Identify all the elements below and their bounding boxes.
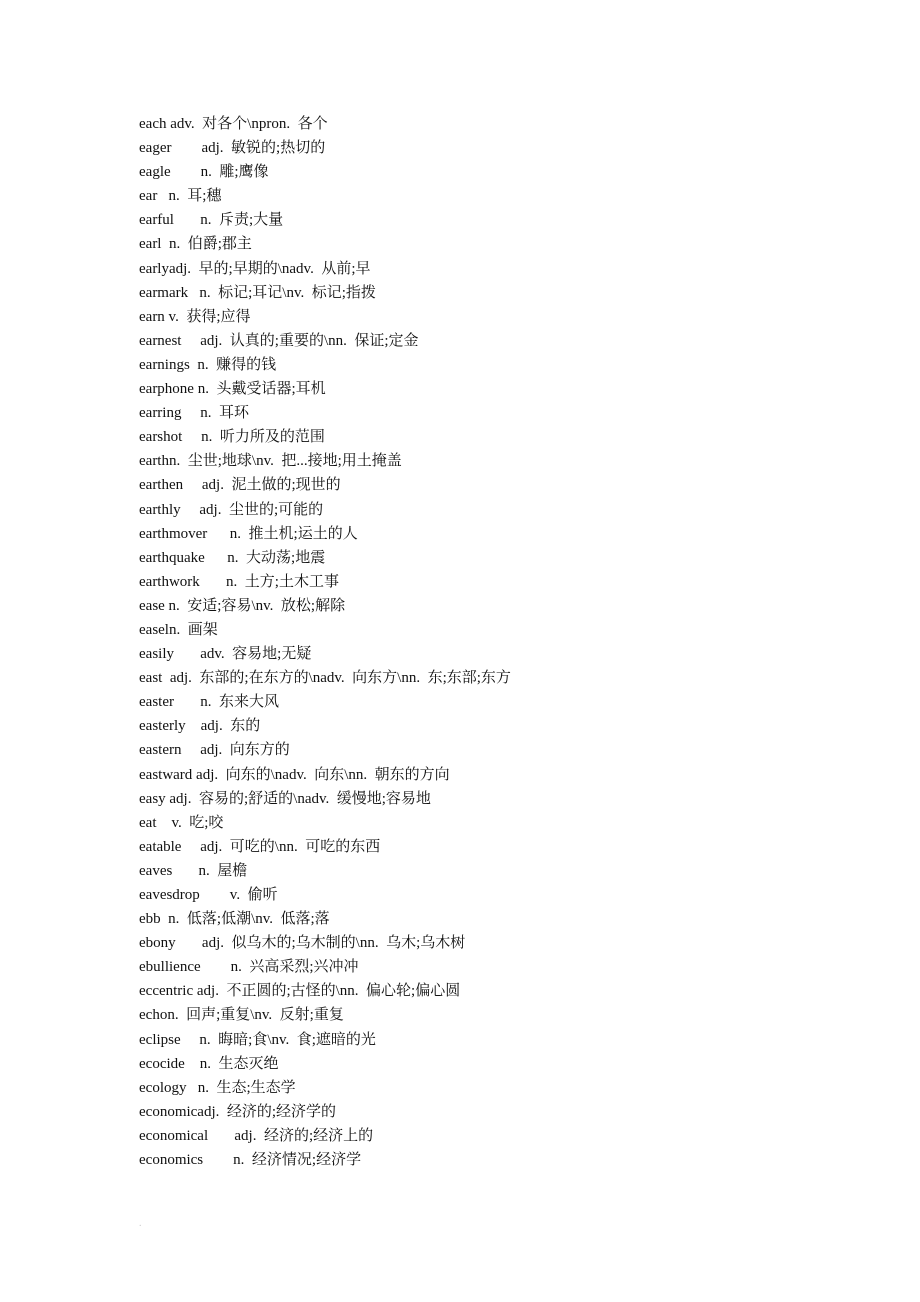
vocab-entry: earlyadj. 早的;早期的\nadv. 从前;早 [139, 260, 371, 277]
vocab-entry: eagle n. 雕;鹰像 [139, 164, 269, 181]
vocab-entry: easy adj. 容易的;舒适的\nadv. 缓慢地;容易地 [139, 790, 431, 807]
vocab-entry: east adj. 东部的;在东方的\nadv. 向东方\nn. 东;东部;东方 [139, 670, 511, 687]
vocab-entry: easeln. 画架 [139, 621, 218, 638]
vocab-entry: eccentric adj. 不正圆的;古怪的\nn. 偏心轮;偏心圆 [139, 983, 461, 1000]
vocab-entry: earn v. 获得;应得 [139, 308, 251, 325]
vocab-entry: ecology n. 生态;生态学 [139, 1079, 296, 1096]
vocab-entry: eastward adj. 向东的\nadv. 向东\nn. 朝东的方向 [139, 766, 450, 783]
vocab-entry: earthmover n. 推土机;运土的人 [139, 525, 358, 542]
vocab-entry: earnest adj. 认真的;重要的\nn. 保证;定金 [139, 332, 419, 349]
vocab-entry: economicadj. 经济的;经济学的 [139, 1103, 337, 1120]
vocab-entry: earful n. 斥责;大量 [139, 212, 284, 229]
footer-mark: . [139, 1218, 142, 1229]
vocab-entry: earthquake n. 大动荡;地震 [139, 549, 326, 566]
vocab-entry: economical adj. 经济的;经济上的 [139, 1127, 374, 1144]
vocab-entry: eclipse n. 晦暗;食\nv. 食;遮暗的光 [139, 1031, 376, 1048]
vocab-entry: earnings n. 赚得的钱 [139, 356, 277, 373]
vocab-entry: earring n. 耳环 [139, 405, 249, 422]
vocab-entry: eastern adj. 向东方的 [139, 742, 290, 759]
vocab-entry: ebony adj. 似乌木的;乌木制的\nn. 乌木;乌木树 [139, 935, 466, 952]
vocab-entry: earthen adj. 泥土做的;现世的 [139, 477, 341, 494]
vocab-entry: earl n. 伯爵;郡主 [139, 236, 252, 253]
vocab-entry: earthn. 尘世;地球\nv. 把...接地;用土掩盖 [139, 453, 402, 470]
vocab-entry: easily adv. 容易地;无疑 [139, 646, 312, 663]
vocab-entry: ebb n. 低落;低潮\nv. 低落;落 [139, 911, 330, 928]
vocab-entry: eatable adj. 可吃的\nn. 可吃的东西 [139, 838, 381, 855]
vocab-entry: ear n. 耳;穗 [139, 188, 222, 205]
vocab-entry: earmark n. 标记;耳记\nv. 标记;指拨 [139, 284, 376, 301]
vocab-entry: eaves n. 屋檐 [139, 862, 248, 879]
vocab-entry: ease n. 安适;容易\nv. 放松;解除 [139, 597, 346, 614]
vocab-entry: eat v. 吃;咬 [139, 814, 224, 831]
vocab-entry: earthly adj. 尘世的;可能的 [139, 501, 324, 518]
vocab-entry: earshot n. 听力所及的范围 [139, 429, 325, 446]
vocab-entry: eavesdrop v. 偷听 [139, 887, 278, 903]
vocab-entry: easter n. 东来大风 [139, 694, 279, 711]
vocabulary-list [139, 112, 839, 1172]
vocab-entry: eager adj. 敏锐的;热切的 [139, 140, 326, 157]
vocab-entry: ebullience n. 兴高采烈;兴冲冲 [139, 959, 359, 976]
vocab-entry: economics n. 经济情况;经济学 [139, 1152, 362, 1169]
vocab-entry: echon. 回声;重复\nv. 反射;重复 [139, 1007, 344, 1024]
vocab-entry: each adv. 对各个\npron. 各个 [139, 116, 328, 132]
vocab-entry: ecocide n. 生态灭绝 [139, 1055, 279, 1072]
vocab-entry: earthwork n. 土方;土木工事 [139, 573, 339, 590]
vocab-entry: earphone n. 头戴受话器;耳机 [139, 381, 326, 398]
vocab-entry: easterly adj. 东的 [139, 718, 261, 735]
